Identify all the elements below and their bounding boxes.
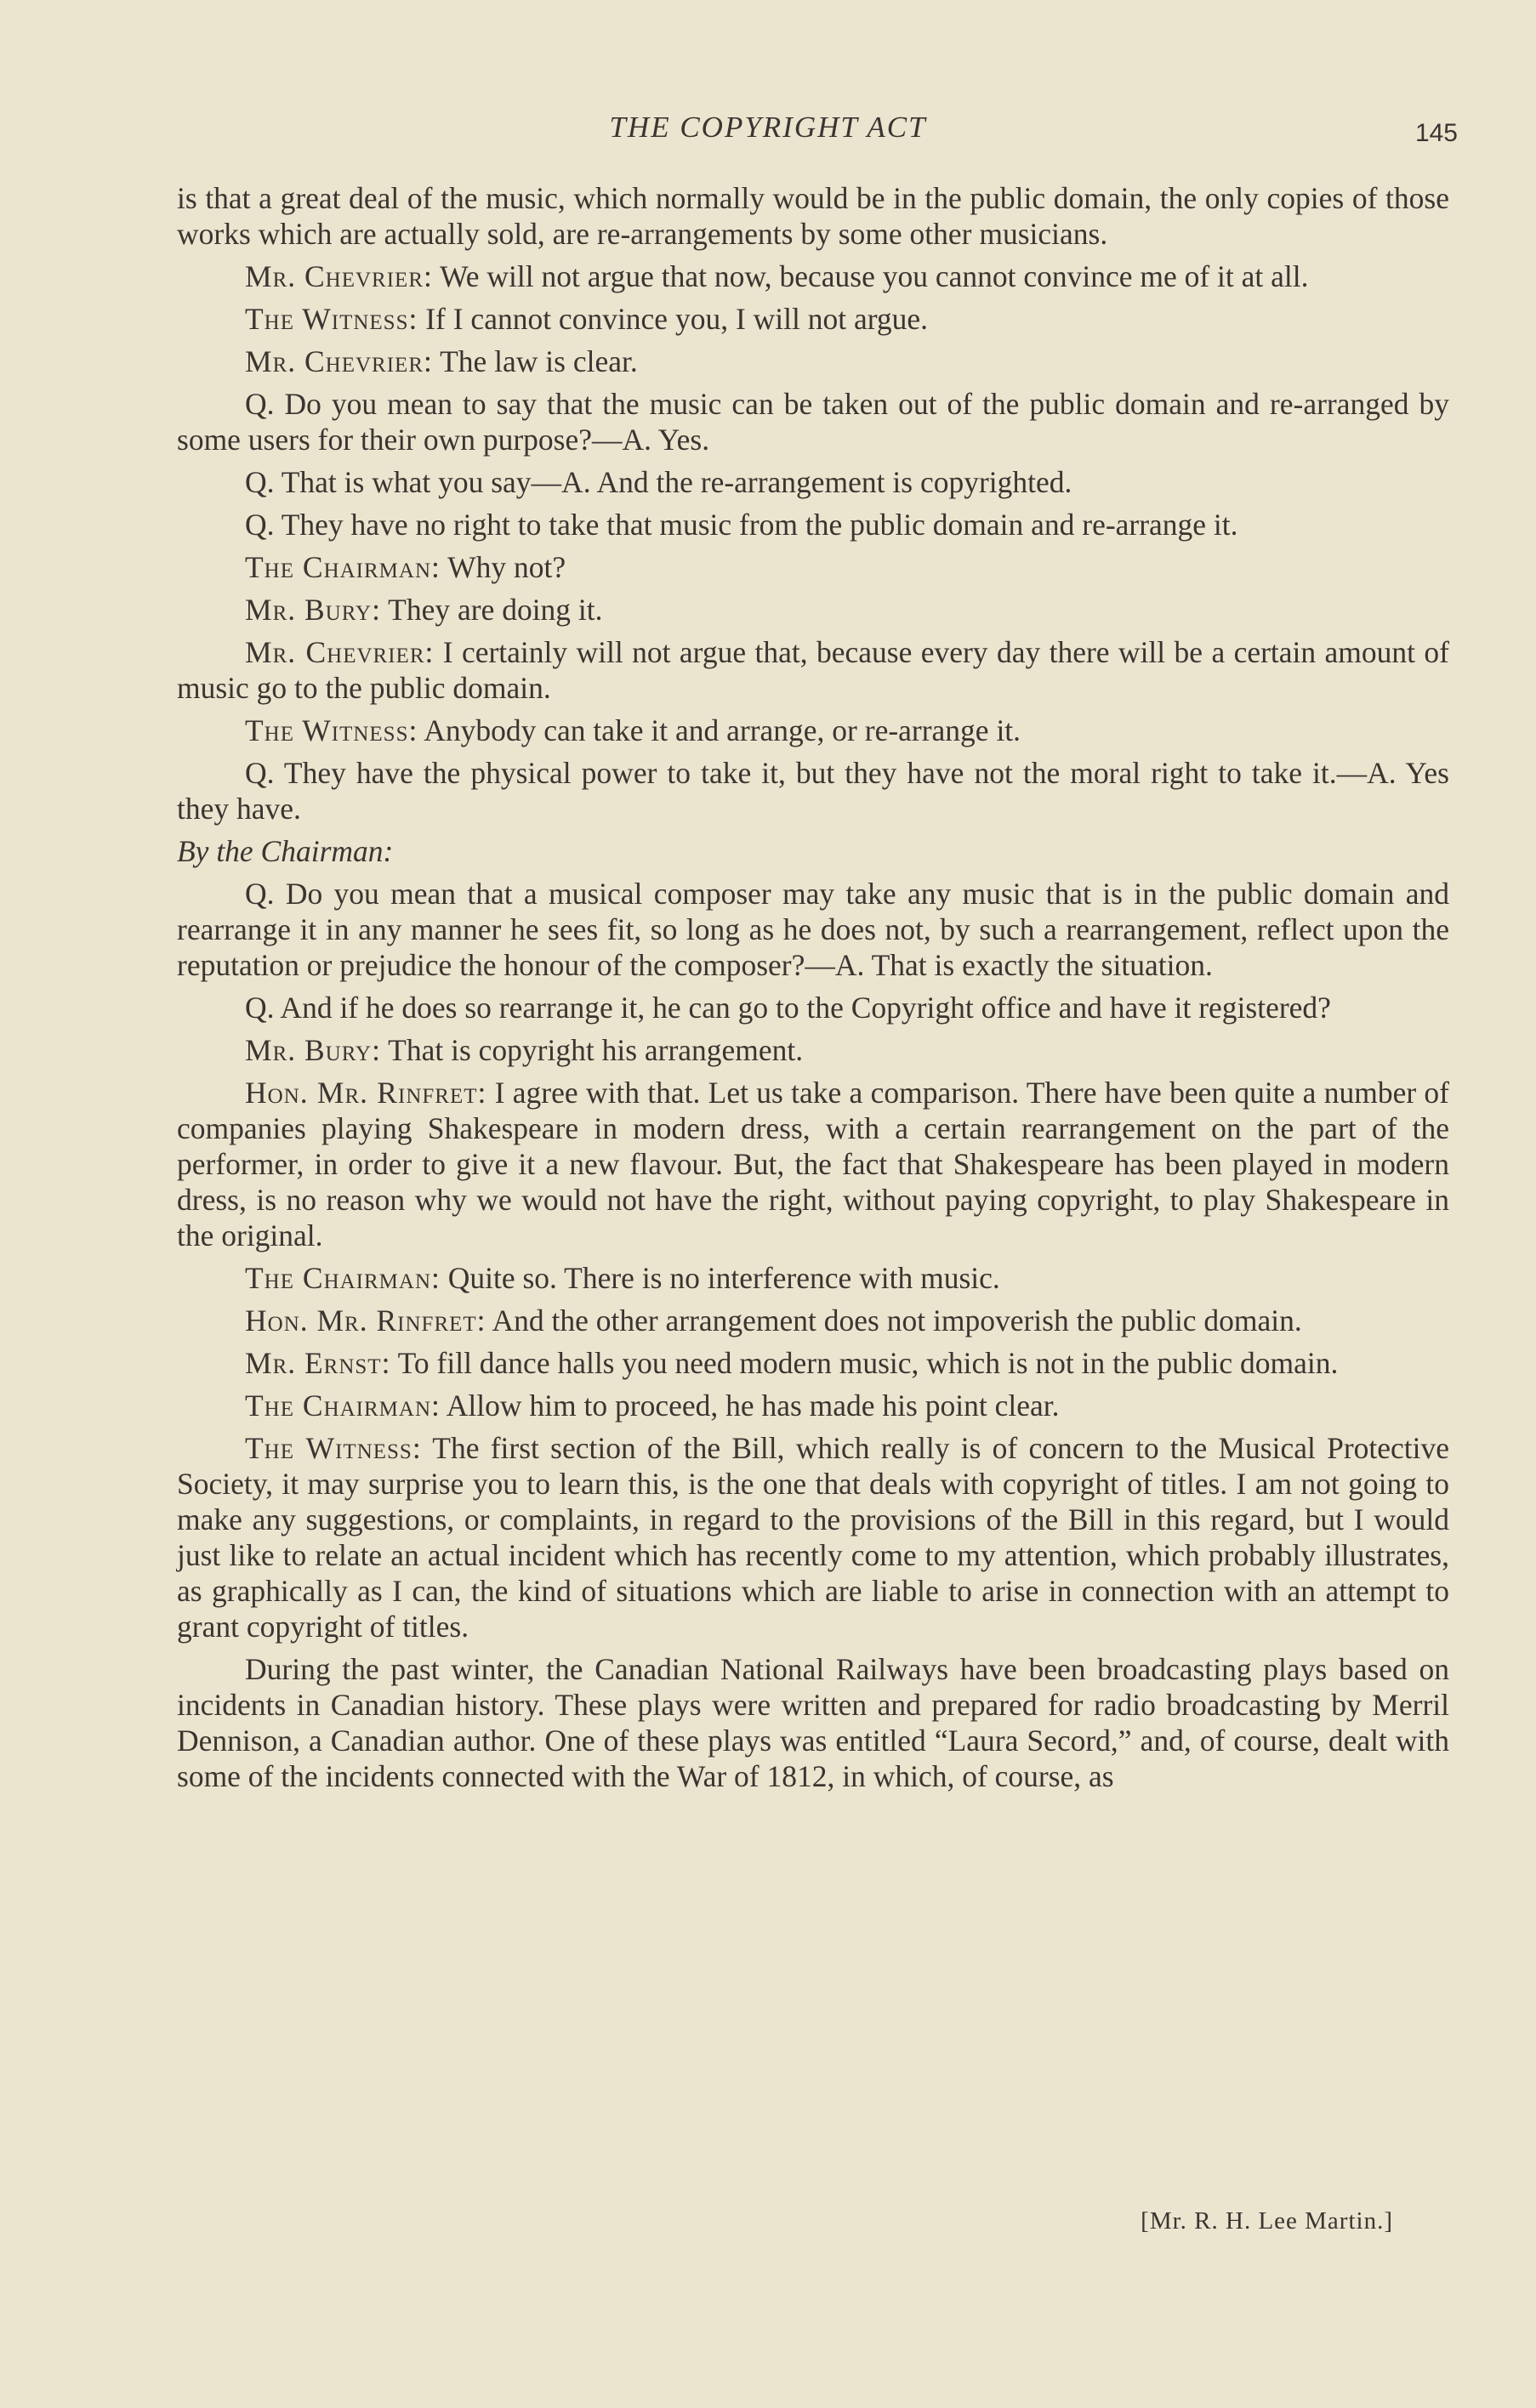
page-number: 145 [1414, 119, 1458, 147]
speaker-label: The Witness: [245, 713, 418, 747]
paragraph [177, 507, 1449, 542]
paragraph-text: During the past winter, the Canadian National Railways have been broadcasting plays based on incidents in Canadian history. These plays were written and prepared for radio broadcasting by Merril Dennison, a Canadian author. One of these plays was entitled “Laura Secord,” and, of course, dealt with some of the incidents connected with the War of 1812, in which, of course, as [177, 1652, 1449, 1793]
paragraph [177, 1651, 1449, 1794]
speaker-footnote: [Mr. R. H. Lee Martin.] [1141, 2207, 1393, 2235]
running-title: THE COPYRIGHT ACT [609, 111, 927, 144]
paragraph-text: The law is clear. [432, 344, 638, 378]
paragraph [177, 344, 1449, 379]
paragraph-text: Q. And if he does so rearrange it, he can go to the Copyright office and have it registered? [245, 991, 1331, 1025]
paragraph [177, 713, 1449, 748]
speaker-label: Mr. Chevrier: [245, 635, 435, 669]
paragraph-text: Q. Do you mean that a musical composer may take any music that is in the public domain and rearrange it in any manner he sees fit, so long as he does not, by such a rearrangement, reflect upon the reputation or prejudice the honour of the composer?—A. That is exactly the situation. [177, 877, 1449, 982]
speaker-label: Mr. Bury: [245, 593, 381, 627]
paragraph [177, 549, 1449, 585]
speaker-label: The Chairman: [245, 1389, 441, 1423]
paragraph [177, 301, 1449, 337]
paragraph-text: We will not argue that now, because you cannot convince me of it at all. [432, 259, 1309, 293]
speaker-label: The Witness: [245, 302, 418, 336]
speaker-label: Mr. Chevrier: [245, 344, 433, 378]
paragraph-text: To fill dance halls you need modern music, which is not in the public domain. [390, 1346, 1339, 1380]
paragraph-text: I agree with that. Let us take a comparison. There have been quite a number of companies playing Shakespeare in modern dress, with a certain rearrangement on the part of the performer, in order to give it a new flavour. But, the fact that Shakespeare has been played in modern dress, is no reason why we would not have the right, without paying copyright, to play Shakespeare in the original. [177, 1076, 1450, 1252]
paragraph-text: Q. They have the physical power to take it, but they have not the moral right to take it.—A. Yes they have. [177, 756, 1449, 826]
paragraph-text: They are doing it. [380, 593, 603, 627]
speaker-label: The Chairman: [245, 1261, 441, 1295]
speaker-label: Hon. Mr. Rinfret: [245, 1076, 487, 1110]
paragraph [177, 386, 1449, 457]
paragraph-text: Quite so. There is no interference with music. [440, 1261, 1000, 1295]
paragraph [177, 1032, 1449, 1068]
paragraph [177, 1303, 1449, 1338]
paragraph [177, 464, 1449, 500]
paragraph [177, 990, 1449, 1025]
paragraph-text: Q. They have no right to take that music from the public domain and re-arrange it. [245, 508, 1238, 542]
speaker-label: Mr. Ernst: [245, 1346, 391, 1380]
paragraph [177, 876, 1449, 983]
speaker-label: The Chairman: [245, 550, 441, 584]
paragraph-text: Anybody can take it and arrange, or re-arrange it. [418, 713, 1021, 747]
section-heading: By the Chairman: [177, 834, 394, 868]
paragraph [177, 592, 1449, 628]
speaker-label: The Witness: [245, 1431, 422, 1465]
speaker-label: Mr. Bury: [245, 1033, 381, 1067]
page-body [177, 180, 1449, 1801]
paragraph [177, 1345, 1449, 1381]
paragraph-text: The first section of the Bill, which really is of concern to the Musical Protective Society, it may surprise you to learn this, is the one that deals with copyright of titles. I am not going to make any suggestions, or complaints, in regard to the provisions of the Bill in this regard, but I would just like to relate an actual incident which has recently come to my attention, which probably illustrates, as graphically as I can, the kind of situations which are liable to arise in connection with an attempt to grant copyright of titles. [177, 1431, 1449, 1644]
speaker-label: Mr. Chevrier: [245, 259, 433, 293]
paragraph [177, 1388, 1449, 1423]
paragraph [177, 258, 1449, 294]
paragraph-text: Q. That is what you say—A. And the re-arrangement is copyrighted. [245, 465, 1072, 499]
paragraph [177, 1430, 1449, 1644]
paragraph-text: And the other arrangement does not impoverish the public domain. [486, 1303, 1302, 1337]
speaker-label: Hon. Mr. Rinfret: [245, 1303, 486, 1337]
paragraph [177, 634, 1449, 706]
paragraph [177, 1075, 1449, 1253]
paragraph-text: is that a great deal of the music, which normally would be in the public domain, the only copies of those works which are actually sold, are re-arrangements by some other musicians. [177, 181, 1449, 251]
paragraph [177, 180, 1449, 252]
paragraph-text: Allow him to proceed, he has made his point clear. [440, 1389, 1060, 1423]
paragraph [177, 755, 1449, 826]
paragraph-text: Why not? [440, 550, 566, 584]
page-header [0, 109, 1536, 151]
paragraph [177, 1260, 1449, 1296]
paragraph-text: If I cannot convince you, I will not argue. [418, 302, 929, 336]
paragraph-text: I certainly will not argue that, because every day there will be a certain amount of music go to the public domain. [177, 635, 1449, 705]
paragraph-text: Q. Do you mean to say that the music can be taken out of the public domain and re-arranged by some users for their own purpose?—A. Yes. [177, 387, 1449, 457]
paragraph-text: That is copyright his arrangement. [380, 1033, 804, 1067]
